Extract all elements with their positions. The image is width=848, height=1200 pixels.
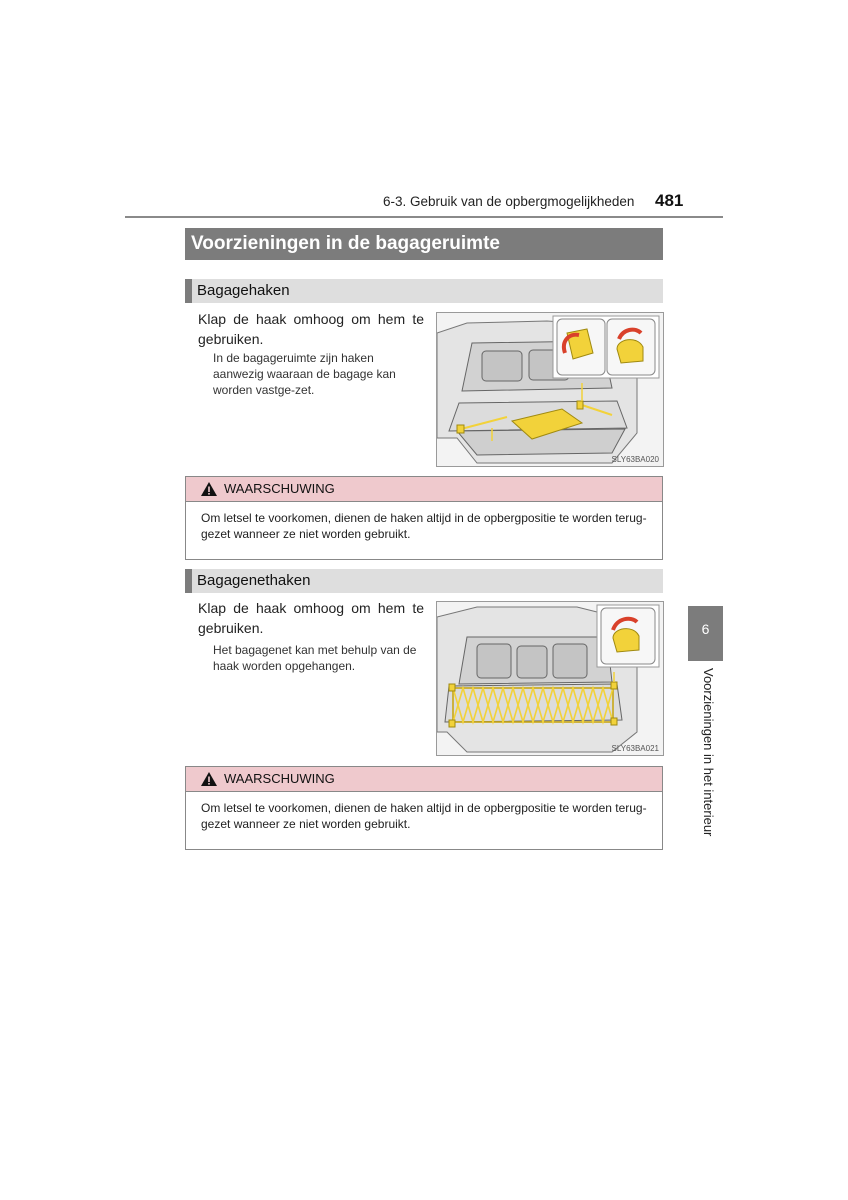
instruction-text: Klap de haak omhoog om hem te gebruiken. xyxy=(198,600,424,636)
section-title-bar xyxy=(185,228,663,260)
instruction-text: Klap de haak omhoog om hem te gebruiken. xyxy=(198,311,424,347)
warning-triangle-icon xyxy=(200,771,218,787)
luggage-hooks-illustration xyxy=(436,312,664,467)
warning-title: WAARSCHUWING xyxy=(224,771,335,786)
chapter-number: 6 xyxy=(701,621,710,637)
header-divider xyxy=(125,216,723,218)
warning-title: WAARSCHUWING xyxy=(224,481,335,496)
cargo-area-hooks-drawing xyxy=(437,313,663,466)
warning-triangle-icon xyxy=(200,481,218,497)
warning-header xyxy=(186,477,662,502)
warning-header xyxy=(186,767,662,792)
page-number: 481 xyxy=(655,191,684,210)
figure-code: SLY63BA021 xyxy=(611,744,659,753)
chapter-tab[interactable] xyxy=(688,606,723,661)
warning-box xyxy=(185,476,663,560)
warning-box xyxy=(185,766,663,850)
net-hooks-illustration xyxy=(436,601,664,756)
subsection-marker xyxy=(185,569,192,593)
chapter-title-vertical: Voorzieningen in het interieur xyxy=(701,668,716,837)
warning-text: Om letsel te voorkomen, dienen de haken altijd in de opbergpositie te worden terug-gezet wanneer ze niet worden gebruikt. xyxy=(201,801,647,831)
subsection-title: Bagagehaken xyxy=(197,282,290,299)
warning-text: Om letsel te voorkomen, dienen de haken altijd in de opbergpositie te worden terug-gezet wanneer ze niet worden gebruikt. xyxy=(201,511,647,541)
subsection-marker xyxy=(185,279,192,303)
section-title: Voorzieningen in de bagageruimte xyxy=(191,233,500,254)
subsection-header-luggage-hooks xyxy=(185,279,663,303)
note-text: Het bagagenet kan met behulp van de haak worden opgehangen. xyxy=(213,643,417,673)
cargo-net-drawing xyxy=(437,602,663,755)
note-text: In de bagageruimte zijn haken aanwezig waaraan de bagage kan worden vastge-zet. xyxy=(213,351,396,397)
subsection-header-net-hooks xyxy=(185,569,663,593)
running-header: 6-3. Gebruik van de opbergmogelijkheden xyxy=(383,194,635,209)
figure-code: SLY63BA020 xyxy=(611,455,659,464)
subsection-title: Bagagenethaken xyxy=(197,572,311,589)
